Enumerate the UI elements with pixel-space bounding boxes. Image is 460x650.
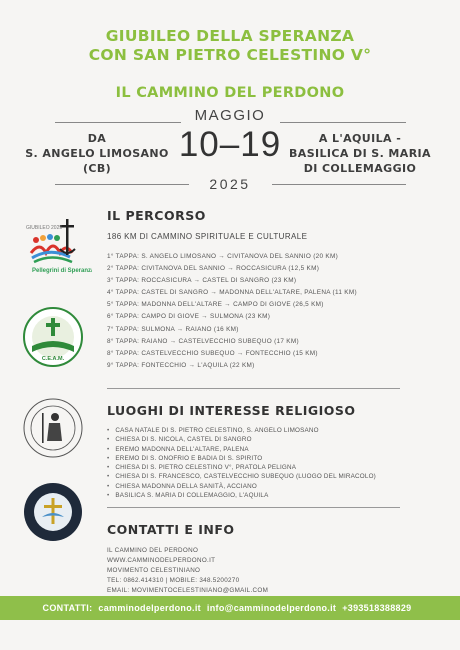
title-line-1: GIUBILEO DELLA SPERANZA [105, 27, 355, 45]
origin [22, 131, 172, 176]
footer-site-link[interactable]: camminodelperdono.it [98, 603, 201, 613]
event-year: 2025 [209, 176, 251, 192]
pilgrim-figure-icon [42, 413, 62, 443]
place-item: • EREMO MADONNA DELL'ALTARE, PALENA [107, 445, 376, 454]
luoghi-title: LUOGHI DI INTERESSE RELIGIOSO [107, 403, 356, 418]
contatti-title: CONTATTI E INFO [107, 522, 235, 537]
origin-label: DA [87, 132, 107, 145]
section-divider [107, 507, 400, 508]
contact-line: MOVIMENTO CELESTINIANO [107, 567, 201, 574]
stage-item: 1° TAPPA: S. ANGELO LIMOSANO → CIVITANOVA DEL SANNIO (20 KM) [107, 253, 339, 260]
contact-block [107, 546, 268, 596]
contact-email[interactable]: EMAIL: MOVIMENTOCELESTINIANO@GMAIL.COM [107, 587, 269, 594]
stage-item: 7° TAPPA: SULMONA → RAIANO (16 KM) [107, 325, 239, 333]
stage-item: 8° TAPPA: CASTELVECCHIO SUBEQUO → FONTECCHIO (15 KM) [107, 349, 318, 357]
divider-bottom-right [272, 184, 406, 185]
stage-item: 3° TAPPA: ROCCASICURA → CASTEL DI SANGRO (23 KM) [107, 277, 297, 285]
place-item: • CHIESA DI S. FRANCESCO, CASTELVECCHIO SUBEQUO (LUOGO DEL MIRACOLO) [107, 472, 376, 481]
event-month: MAGGIO [194, 107, 266, 124]
place-item: • CHIESA MADONNA DELLA SANITÀ, ACCIANO [107, 482, 376, 491]
stage-item: 5° TAPPA: MADONNA DELL'ALTARE → CAMPO DI GIOVE (26,5 KM) [107, 301, 324, 309]
footer-phone: +393518388829 [342, 603, 412, 613]
place-item: • CHIESA DI S. PIETRO CELESTINO V°, PRATOLA PELIGNA [107, 463, 376, 472]
footer-email-link[interactable]: info@camminodelperdono.it [206, 603, 337, 613]
origin-place: S. ANGELO LIMOSANO [25, 147, 169, 160]
divider-bottom-left [55, 184, 189, 185]
place-item: • BASILICA S. MARIA DI COLLEMAGGIO, L'AQUILA [107, 491, 376, 500]
percorso-title: IL PERCORSO [107, 208, 206, 223]
contact-line: IL CAMMINO DEL PERDONO [107, 547, 199, 554]
ceam-abbr: C.E.A.M. [41, 356, 65, 362]
stage-item: 6° TAPPA: CAMPO DI GIOVE → SULMONA (23 KM) [107, 313, 271, 321]
stage-item: 9° TAPPA: FONTECCHIO → L'AQUILA (22 KM) [107, 361, 255, 369]
cammino-logo [22, 397, 84, 459]
main-title [0, 27, 460, 65]
giubileo-logo-text: GIUBILEO 2025 [26, 225, 63, 231]
divider-top-right [280, 122, 406, 123]
title-line-2: CON SAN PIETRO CELESTINO V° [88, 46, 372, 64]
event-days: 10–19 [178, 125, 282, 164]
giubileo-figures-icon [31, 234, 72, 262]
destination-line-2: BASILICA DI S. MARIA [289, 147, 431, 160]
footer-bar [0, 596, 460, 620]
footer-label: CONTATTI: [42, 603, 93, 613]
origin-region: (CB) [82, 162, 112, 175]
stage-item: 8° TAPPA: RAIANO → CASTELVECCHIO SUBEQUO (17 KM) [107, 337, 299, 345]
pellegrini-logo-text: Pellegrini di Speranza [32, 268, 92, 274]
place-item: • CHIESA DI S. NICOLA, CASTEL DI SANGRO [107, 435, 376, 444]
destination-line-3: DI COLLEMAGGIO [303, 162, 417, 175]
places-list [107, 426, 376, 500]
destination [280, 131, 440, 176]
stage-item: 4° TAPPA: CASTEL DI SANGRO → MADONNA DELL'ALTARE, PALENA (11 KM) [107, 289, 357, 297]
giubileo-logo [22, 213, 92, 279]
percorso-subtitle: 186 KM DI CAMMINO SPIRITUALE E CULTURALE [107, 232, 308, 241]
movimento-logo [22, 481, 84, 543]
subtitle: IL CAMMINO DEL PERDONO [115, 85, 345, 101]
contact-website[interactable]: WWW.CAMMINODELPERDONO.IT [107, 557, 216, 564]
place-item: • CASA NATALE DI S. PIETRO CELESTINO, S. ANGELO LIMOSANO [107, 426, 376, 435]
place-item: • EREMO DI S. ONOFRIO E BADIA DI S. SPIRITO [107, 454, 376, 463]
stage-item: 2° TAPPA: CIVITANOVA DEL SANNIO → ROCCASICURA (12,5 KM) [107, 265, 320, 273]
divider-top-left [55, 122, 181, 123]
destination-label: A L'AQUILA - [318, 132, 402, 145]
stages-list [107, 251, 357, 372]
contact-phone: TEL: 0862.414310 | MOBILE: 348.5200270 [107, 577, 240, 584]
section-divider [107, 388, 400, 389]
ceam-logo [22, 306, 84, 368]
